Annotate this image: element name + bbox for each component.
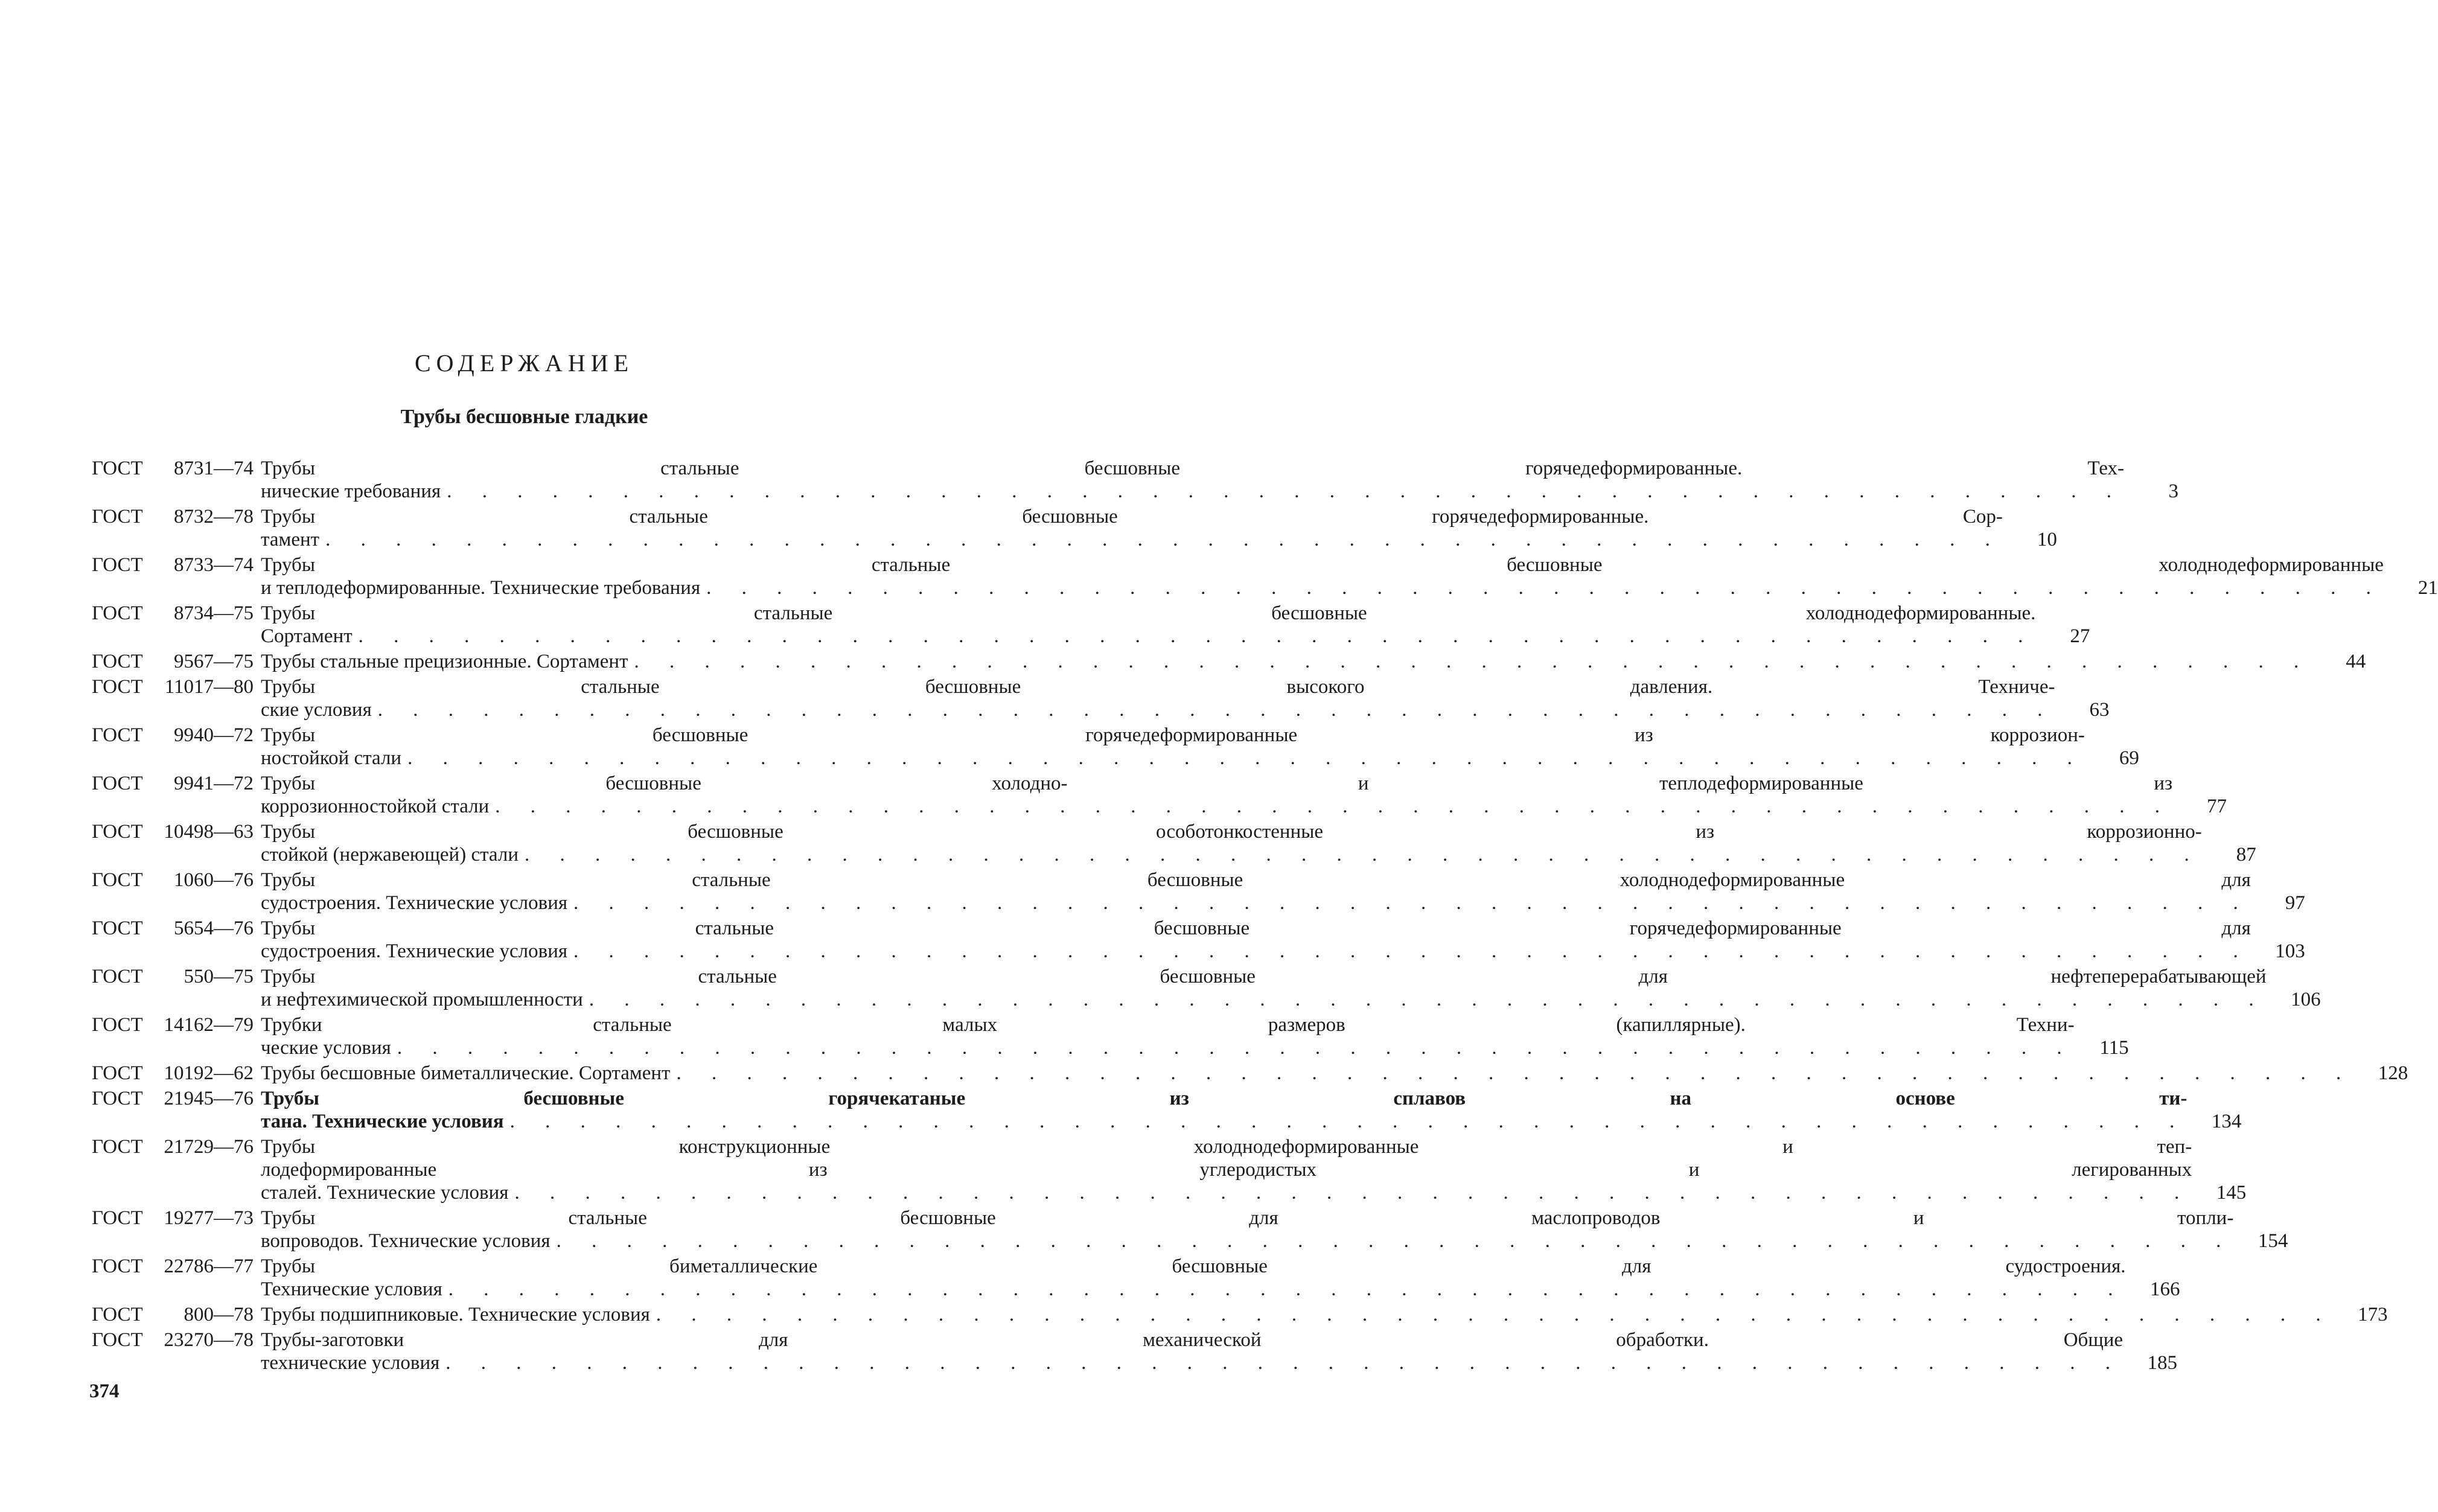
- dot-leader: [442, 1278, 2126, 1301]
- gost-label: ГОСТ: [92, 1136, 143, 1158]
- page-heading: СОДЕРЖАНИЕ: [414, 349, 634, 377]
- dot-leader: [353, 625, 2036, 648]
- toc-entry: [92, 1207, 2288, 1252]
- entry-title: [261, 602, 2035, 648]
- entry-title-line: технические условия: [261, 1352, 440, 1374]
- entry-title-line: нические требования: [261, 480, 441, 502]
- gost-label: ГОСТ: [92, 1207, 143, 1229]
- entry-title-line: тамент: [261, 529, 320, 550]
- entry-page-number: 134: [2211, 1111, 2242, 1132]
- standard-number: 9940—72: [174, 724, 254, 746]
- entry-page-number: 128: [2378, 1062, 2408, 1084]
- entry-title: [261, 1013, 2075, 1059]
- standard-number: 9567—75: [174, 651, 254, 672]
- entry-title: [261, 650, 2311, 673]
- entry-title-line: ностойкой стали: [261, 747, 402, 769]
- gost-label: ГОСТ: [92, 1304, 143, 1325]
- toc-entry: [92, 965, 2321, 1011]
- entry-page-number: 115: [2099, 1037, 2129, 1059]
- entry-page-number: 166: [2150, 1278, 2180, 1300]
- entry-page-number: 27: [2070, 625, 2090, 647]
- standard-number: 22786—77: [164, 1255, 254, 1277]
- toc-entry: [92, 602, 2090, 648]
- gost-label: ГОСТ: [92, 1329, 143, 1351]
- entry-title: [261, 772, 2172, 818]
- toc-entry: [92, 1329, 2178, 1374]
- entry-title: [261, 1255, 2126, 1301]
- toc-entry: [92, 917, 2305, 963]
- standard-number: 10498—63: [164, 821, 254, 843]
- entry-page-number: 185: [2147, 1352, 2178, 1374]
- entry-title-line: стойкой (нержавеющей) стали: [261, 844, 519, 866]
- standard-number: 1060—76: [174, 869, 254, 891]
- gost-label: ГОСТ: [92, 1255, 143, 1277]
- standard-number: 19277—73: [164, 1207, 254, 1229]
- dot-leader: [519, 843, 2202, 866]
- entry-title-line: Трубы подшипниковые. Технические условия: [261, 1304, 650, 1325]
- entry-title-line: Трубы стальные бесшовные горячедеформированные. Сор-: [261, 506, 2003, 528]
- entry-title-line: судостроения. Технические условия: [261, 940, 568, 962]
- entry-title-line: Трубы бесшовные горячекатаные из сплавов на основе ти-: [261, 1088, 2187, 1109]
- entry-title-line: Трубы стальные бесшовные холоднодеформированные.: [261, 602, 2036, 624]
- dot-leader: [319, 528, 2003, 551]
- entry-title-line: Трубы стальные бесшовные высокого давления. Техниче-: [261, 676, 2055, 698]
- toc-entry: [92, 457, 2178, 503]
- dot-leader: [441, 480, 2124, 503]
- entry-title-line: вопроводов. Технические условия: [261, 1230, 550, 1252]
- gost-label: ГОСТ: [92, 676, 143, 698]
- entry-title: [261, 1087, 2187, 1133]
- entry-title: [261, 1303, 2334, 1326]
- standard-number: 21945—76: [164, 1088, 254, 1109]
- entry-title-line: Трубы бесшовные горячедеформированные из коррозион-: [261, 724, 2085, 746]
- dot-leader: [489, 795, 2172, 818]
- gost-label: ГОСТ: [92, 966, 143, 987]
- toc-entry: [92, 1013, 2129, 1059]
- entry-title-line: Трубки стальные малых размеров (капиллярные). Техни-: [261, 1014, 2075, 1036]
- dot-leader: [700, 576, 2384, 599]
- table-of-contents: [92, 457, 2438, 1377]
- entry-page-number: 3: [2168, 480, 2178, 502]
- entry-title: [261, 457, 2124, 503]
- page-number: 374: [89, 1380, 120, 1402]
- toc-entry: [92, 869, 2305, 914]
- entry-title-line: Трубы конструкционные холоднодеформированные и теп-: [261, 1136, 2192, 1158]
- entry-title: [261, 820, 2202, 866]
- dot-leader: [439, 1351, 2123, 1374]
- entry-title-line: и теплодеформированные. Технические требования: [261, 577, 701, 599]
- entry-page-number: 44: [2346, 651, 2366, 672]
- entry-title-line: Трубы стальные бесшовные для нефтеперерабатывающей: [261, 966, 2267, 987]
- standard-number: 8731—74: [174, 458, 254, 479]
- entry-page-number: 63: [2089, 699, 2110, 721]
- toc-entry: [92, 1087, 2242, 1133]
- entry-title: [261, 1135, 2192, 1204]
- toc-entry: [92, 675, 2110, 721]
- entry-page-number: 106: [2291, 989, 2321, 1010]
- gost-label: ГОСТ: [92, 1062, 143, 1084]
- dot-leader: [391, 1036, 2075, 1059]
- toc-entry: [92, 1135, 2247, 1204]
- entry-title: [261, 553, 2384, 599]
- entry-page-number: 69: [2119, 747, 2139, 769]
- gost-label: ГОСТ: [92, 1088, 143, 1109]
- entry-title-line: коррозионностойкой стали: [261, 796, 490, 817]
- gost-label: ГОСТ: [92, 554, 143, 576]
- entry-title-line: судостроения. Технические условия: [261, 892, 568, 914]
- dot-leader: [372, 698, 2055, 721]
- entry-page-number: 145: [2216, 1182, 2247, 1204]
- toc-entry: [92, 1255, 2180, 1301]
- entry-title: [261, 917, 2251, 963]
- gost-label: ГОСТ: [92, 821, 143, 843]
- entry-page-number: 103: [2275, 940, 2305, 962]
- gost-label: ГОСТ: [92, 458, 143, 479]
- entry-title-line: Трубы стальные прецизионные. Сортамент: [261, 651, 628, 672]
- gost-label: ГОСТ: [92, 651, 143, 672]
- entry-page-number: 97: [2285, 892, 2305, 914]
- gost-label: ГОСТ: [92, 1014, 143, 1036]
- entry-title-line: Трубы-заготовки для механической обработки. Общие: [261, 1329, 2124, 1351]
- dot-leader: [628, 650, 2312, 673]
- entry-title-line: и нефтехимической промышленности: [261, 989, 583, 1010]
- gost-label: ГОСТ: [92, 602, 143, 624]
- entry-title: [261, 1207, 2233, 1252]
- entry-title: [261, 724, 2085, 770]
- toc-entry: [92, 553, 2438, 599]
- dot-leader: [508, 1181, 2192, 1204]
- entry-title-line: Сортамент: [261, 625, 353, 647]
- toc-entry: [92, 772, 2227, 818]
- entry-title-line: ческие условия: [261, 1037, 391, 1059]
- standard-number: 550—75: [183, 966, 254, 987]
- entry-title: [261, 1062, 2353, 1085]
- standard-number: 14162—79: [164, 1014, 254, 1036]
- standard-number: 8734—75: [174, 602, 254, 624]
- section-title: Трубы бесшовные гладкие: [400, 406, 648, 428]
- gost-label: ГОСТ: [92, 917, 143, 939]
- dot-leader: [401, 747, 2085, 770]
- entry-title-line: Трубы бесшовные особотонкостенные из коррозионно-: [261, 821, 2202, 843]
- standard-number: 5654—76: [174, 917, 254, 939]
- gost-label: ГОСТ: [92, 869, 143, 891]
- dot-leader: [650, 1303, 2334, 1326]
- entry-page-number: 87: [2236, 844, 2256, 866]
- standard-number: 800—78: [183, 1304, 254, 1325]
- entry-title-line: Трубы стальные бесшовные холоднодеформированные для: [261, 869, 2251, 891]
- entry-title: [261, 505, 2003, 551]
- standard-number: 9941—72: [174, 773, 254, 794]
- toc-entry: [92, 650, 2366, 673]
- dot-leader: [567, 940, 2251, 963]
- entry-page-number: 77: [2207, 796, 2227, 817]
- entry-title-line: ские условия: [261, 699, 372, 721]
- toc-entry: [92, 505, 2057, 551]
- dot-leader: [504, 1110, 2187, 1133]
- entry-title-line: Трубы стальные бесшовные горячедеформированные. Тех-: [261, 458, 2124, 479]
- standard-number: 11017—80: [164, 676, 254, 698]
- entry-title-line: Трубы стальные бесшовные для маслопроводов и топли-: [261, 1207, 2234, 1229]
- entry-page-number: 10: [2037, 529, 2057, 550]
- gost-label: ГОСТ: [92, 506, 143, 528]
- dot-leader: [567, 892, 2251, 914]
- toc-entry: [92, 820, 2256, 866]
- dot-leader: [583, 988, 2267, 1011]
- standard-number: 10192—62: [164, 1062, 254, 1084]
- toc-entry: [92, 1062, 2408, 1085]
- standard-number: 8733—74: [174, 554, 254, 576]
- entry-title-line: Трубы бесшовные биметаллические. Сортамент: [261, 1062, 671, 1084]
- entry-title-line: сталей. Технические условия: [261, 1182, 509, 1204]
- gost-label: ГОСТ: [92, 773, 143, 794]
- gost-label: ГОСТ: [92, 724, 143, 746]
- entry-title-line: тана. Технические условия: [261, 1111, 504, 1132]
- toc-entry: [92, 1303, 2388, 1326]
- entry-title-line: Трубы стальные бесшовные горячедеформированные для: [261, 917, 2251, 939]
- standard-number: 23270—78: [164, 1329, 254, 1351]
- entry-title: [261, 675, 2055, 721]
- entry-title-line: Трубы биметаллические бесшовные для судостроения.: [261, 1255, 2126, 1277]
- dot-leader: [550, 1230, 2234, 1252]
- entry-page-number: 21: [2417, 577, 2438, 599]
- entry-title-line: Трубы стальные бесшовные холоднодеформированные: [261, 554, 2384, 576]
- entry-title: [261, 1329, 2123, 1374]
- standard-number: 8732—78: [174, 506, 254, 528]
- toc-entry: [92, 724, 2139, 770]
- entry-title: [261, 869, 2251, 914]
- entry-title: [261, 965, 2267, 1011]
- entry-page-number: 173: [2358, 1304, 2388, 1325]
- entry-page-number: 154: [2258, 1230, 2288, 1252]
- standard-number: 21729—76: [164, 1136, 254, 1158]
- entry-title-line: лодеформированные из углеродистых и легированных: [261, 1159, 2192, 1181]
- entry-title-line: Технические условия: [261, 1278, 442, 1300]
- dot-leader: [670, 1062, 2353, 1085]
- entry-title-line: Трубы бесшовные холодно- и теплодеформированные из: [261, 773, 2173, 794]
